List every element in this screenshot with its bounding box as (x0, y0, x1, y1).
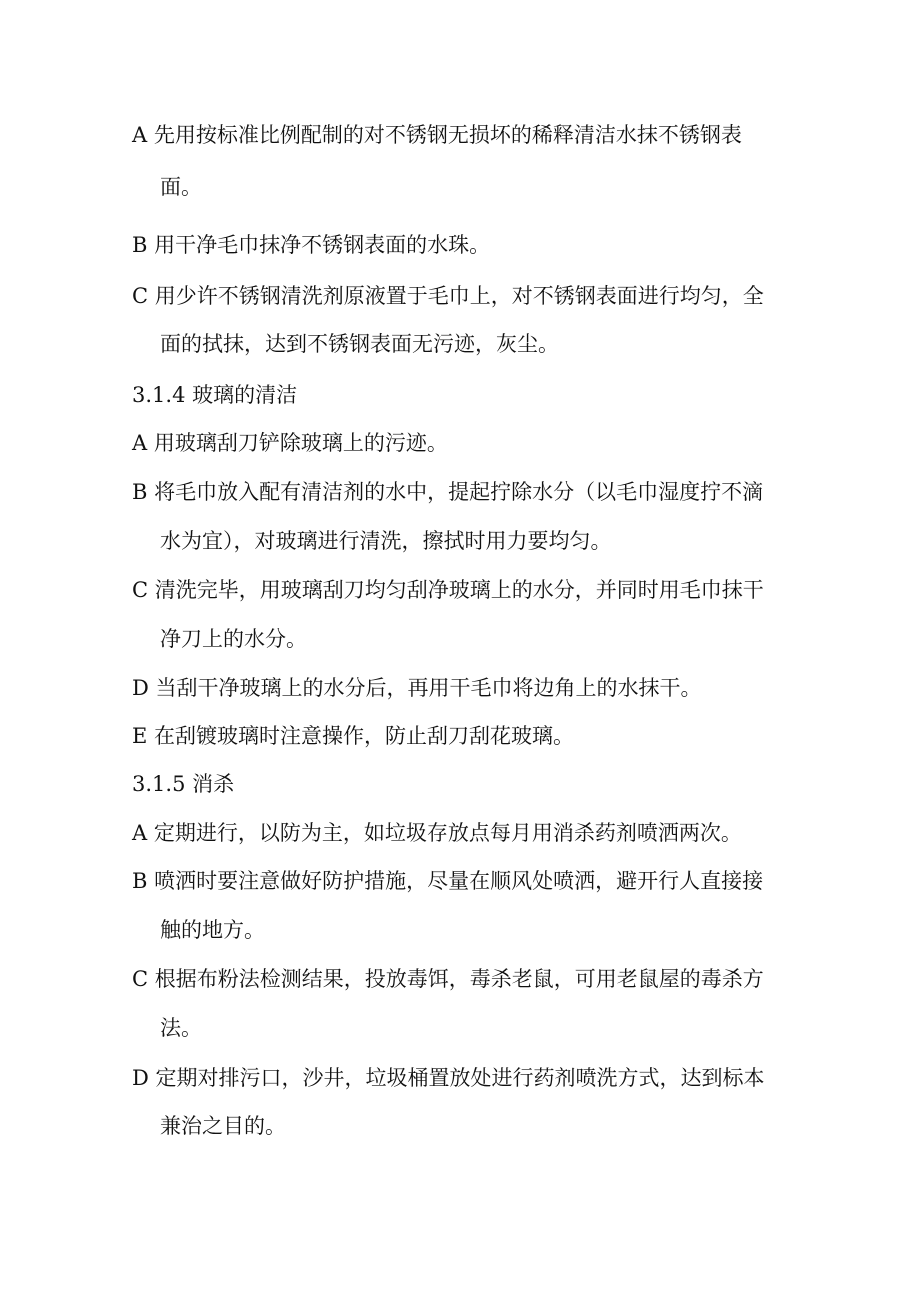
text-line: D 当刮干净玻璃上的水分后，再用干毛巾将边角上的水抹干。 (132, 676, 702, 700)
text-line: 面的拭抹，达到不锈钢表面无污迹，灰尘。 (160, 332, 559, 356)
text-line: B 喷洒时要注意做好防护措施，尽量在顺风处喷洒，避开行人直接接 (132, 869, 764, 893)
text-line: D 定期对排污口，沙井，垃圾桶置放处进行药剂喷洗方式，达到标本 (132, 1066, 765, 1090)
text-line: 法。 (160, 1016, 202, 1040)
text-line: C 用少许不锈钢清洗剂原液置于毛巾上，对不锈钢表面进行均匀，全 (132, 284, 764, 308)
text-line: 面。 (160, 175, 202, 199)
text-line: C 清洗完毕，用玻璃刮刀均匀刮净玻璃上的水分，并同时用毛巾抹干 (132, 578, 764, 602)
section-heading: 3.1.4 玻璃的清洁 (132, 383, 298, 407)
text-line: B 将毛巾放入配有清洁剂的水中，提起拧除水分（以毛巾湿度拧不滴 (132, 480, 764, 504)
text-line: C 根据布粉法检测结果，投放毒饵，毒杀老鼠，可用老鼠屋的毒杀方 (132, 967, 764, 991)
text-line: 水为宜），对玻璃进行清洗，擦拭时用力要均匀。 (160, 529, 612, 553)
section-heading: 3.1.5 消杀 (132, 772, 235, 796)
text-line: E 在刮镀玻璃时注意操作，防止刮刀刮花玻璃。 (132, 724, 575, 748)
text-line: A 先用按标准比例配制的对不锈钢无损坏的稀释清洁水抹不锈钢表 (132, 123, 742, 147)
text-line: A 用玻璃刮刀铲除玻璃上的污迹。 (132, 431, 448, 455)
text-line: A 定期进行，以防为主，如垃圾存放点每月用消杀药剂喷洒两次。 (132, 821, 742, 845)
text-line: 触的地方。 (160, 918, 265, 942)
text-line: 净刀上的水分。 (160, 627, 307, 651)
text-line: B 用干净毛巾抹净不锈钢表面的水珠。 (132, 233, 491, 257)
text-line: 兼治之目的。 (160, 1114, 286, 1138)
